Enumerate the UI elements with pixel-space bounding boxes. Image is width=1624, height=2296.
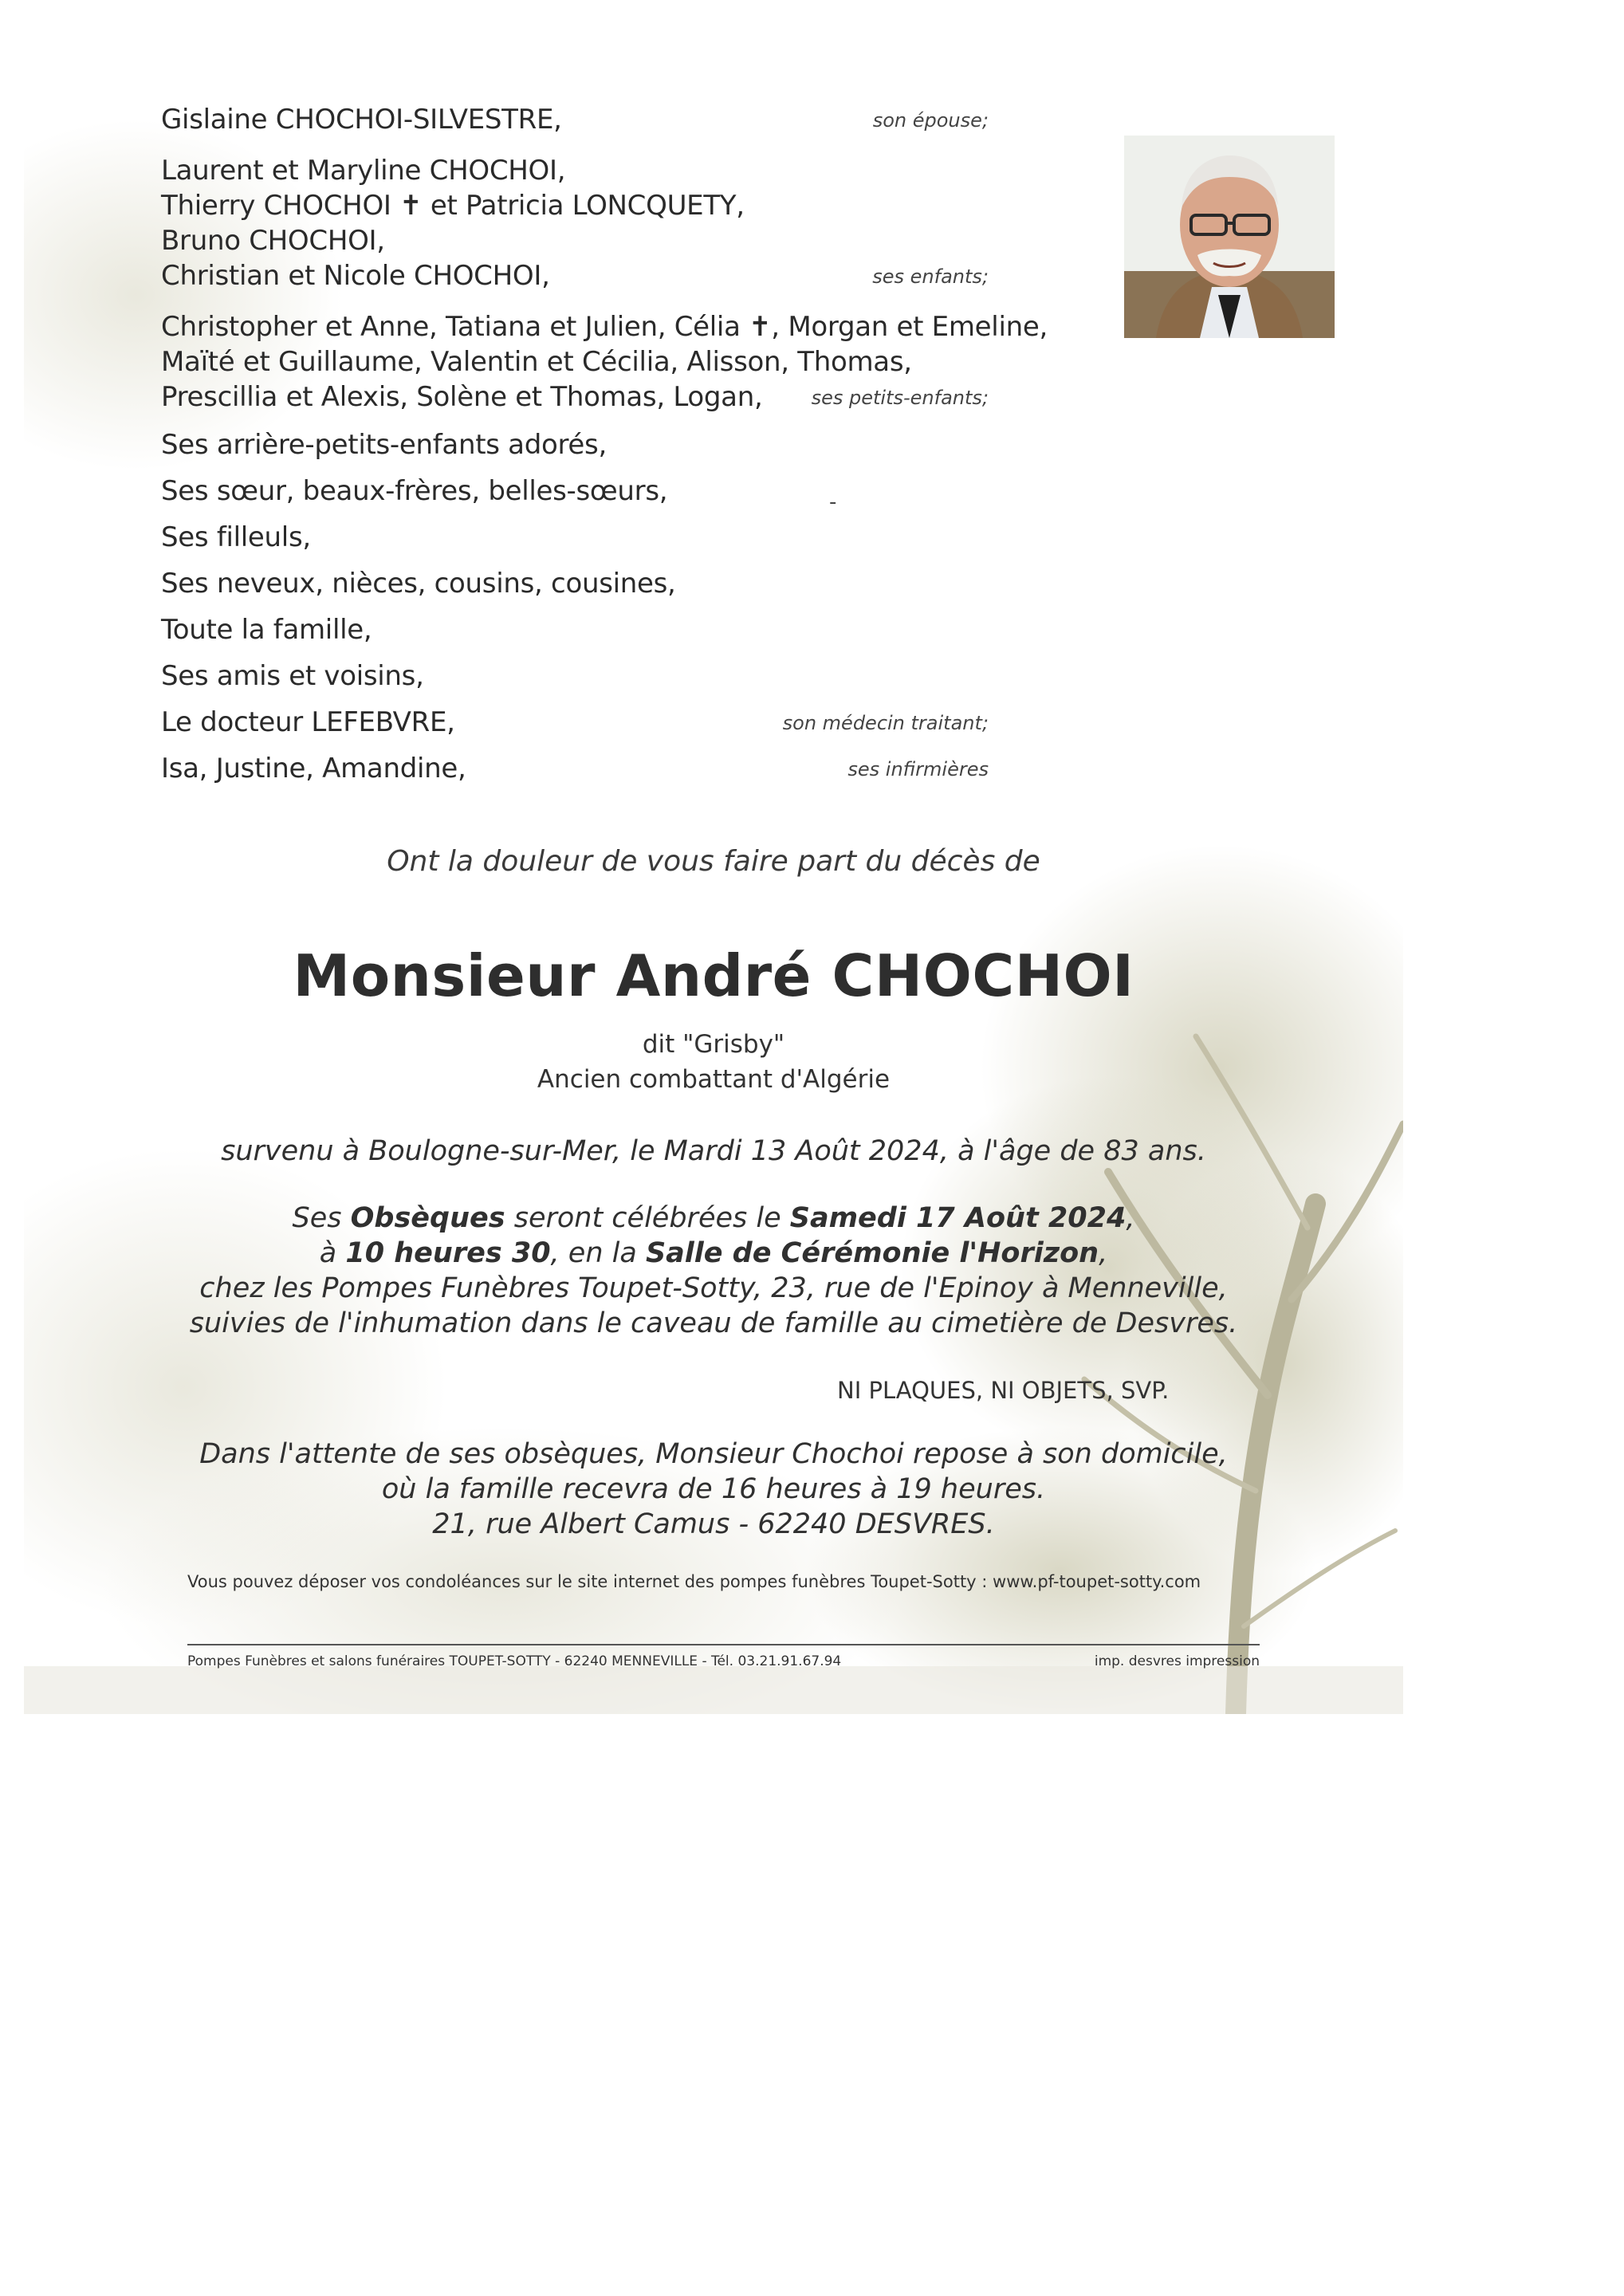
family-line-child-2: Thierry CHOCHOI ✝ et Patricia LONCQUETY, [161,190,745,222]
family-line-grandchildren-3: Prescillia et Alexis, Solène et Thomas, Logan, [161,381,763,413]
family-line-wife: Gislaine CHOCHOI-SILVESTRE, [161,104,562,136]
wake-line-1: Dans l'attente de ses obsèques, Monsieur Chochoi repose à son domicile, [199,1438,1228,1470]
role-wife: son épouse; [872,109,989,132]
obituary-sheet [24,72,1403,1714]
role-grandchildren: ses petits-enfants; [811,387,989,409]
funeral-line-1: Ses Obsèques seront célébrées le Samedi 17 Août 2024, [292,1202,1135,1234]
family-line-doctor: Le docteur LEFEBVRE, [161,706,455,738]
condolences-note: Vous pouvez déposer vos condoléances sur le site internet des pompes funèbres Toupet-Sotty : www.pf-toupet-sotty.com [187,1572,1201,1591]
family-line-godchildren: Ses filleuls, [161,521,311,553]
funeral-line-3: chez les Pompes Funèbres Toupet-Sotty, 23, rue de l'Epinoy à Menneville, [199,1272,1228,1304]
role-nurses: ses infirmières [847,758,989,780]
footer-divider [187,1644,1260,1645]
family-line-nurses: Isa, Justine, Amandine, [161,753,466,784]
deceased-nickname: dit "Grisby" [642,1030,785,1059]
funeral-line-2: à 10 heures 30, en la Salle de Cérémonie l'Horizon, [319,1237,1108,1269]
deceased-name: Monsieur André CHOCHOI [293,942,1134,1009]
footer-funeral-home: Pompes Funèbres et salons funéraires TOUPET-SOTTY - 62240 MENNEVILLE - Tél. 03.21.91.67.94 [187,1653,842,1669]
family-line-grandchildren-1: Christopher et Anne, Tatiana et Julien, Célia ✝, Morgan et Emeline, [161,311,1048,343]
family-line-grandchildren-2: Maïté et Guillaume, Valentin et Cécilia, Alisson, Thomas, [161,346,912,378]
family-line-child-4: Christian et Nicole CHOCHOI, [161,260,550,292]
wake-line-2: où la famille recevra de 16 heures à 19 heures. [381,1473,1046,1505]
death-details: survenu à Boulogne-sur-Mer, le Mardi 13 Août 2024, à l'âge de 83 ans. [221,1135,1206,1167]
family-line-child-1: Laurent et Maryline CHOCHOI, [161,155,566,187]
stray-mark: - [829,490,837,514]
footer-printer: imp. desvres impression [1094,1653,1260,1669]
family-line-nephews: Ses neveux, nièces, cousins, cousines, [161,568,676,600]
role-doctor: son médecin traitant; [782,712,989,734]
family-line-siblings: Ses sœur, beaux-frères, belles-sœurs, [161,475,668,507]
portrait-photo [1124,136,1335,338]
no-flowers-notice: NI PLAQUES, NI OBJETS, SVP. [837,1377,1170,1404]
family-line-great-grandchildren: Ses arrière-petits-enfants adorés, [161,429,607,461]
family-line-child-3: Bruno CHOCHOI, [161,225,385,257]
wake-line-3: 21, rue Albert Camus - 62240 DESVRES. [432,1508,995,1540]
funeral-line-4: suivies de l'inhumation dans le caveau de famille au cimetière de Desvres. [189,1307,1238,1339]
deceased-title: Ancien combattant d'Algérie [537,1065,891,1094]
announcement-intro: Ont la douleur de vous faire part du décès de [387,845,1040,878]
family-line-whole-family: Toute la famille, [161,614,372,646]
role-children: ses enfants; [872,265,989,288]
family-line-friends: Ses amis et voisins, [161,660,424,692]
